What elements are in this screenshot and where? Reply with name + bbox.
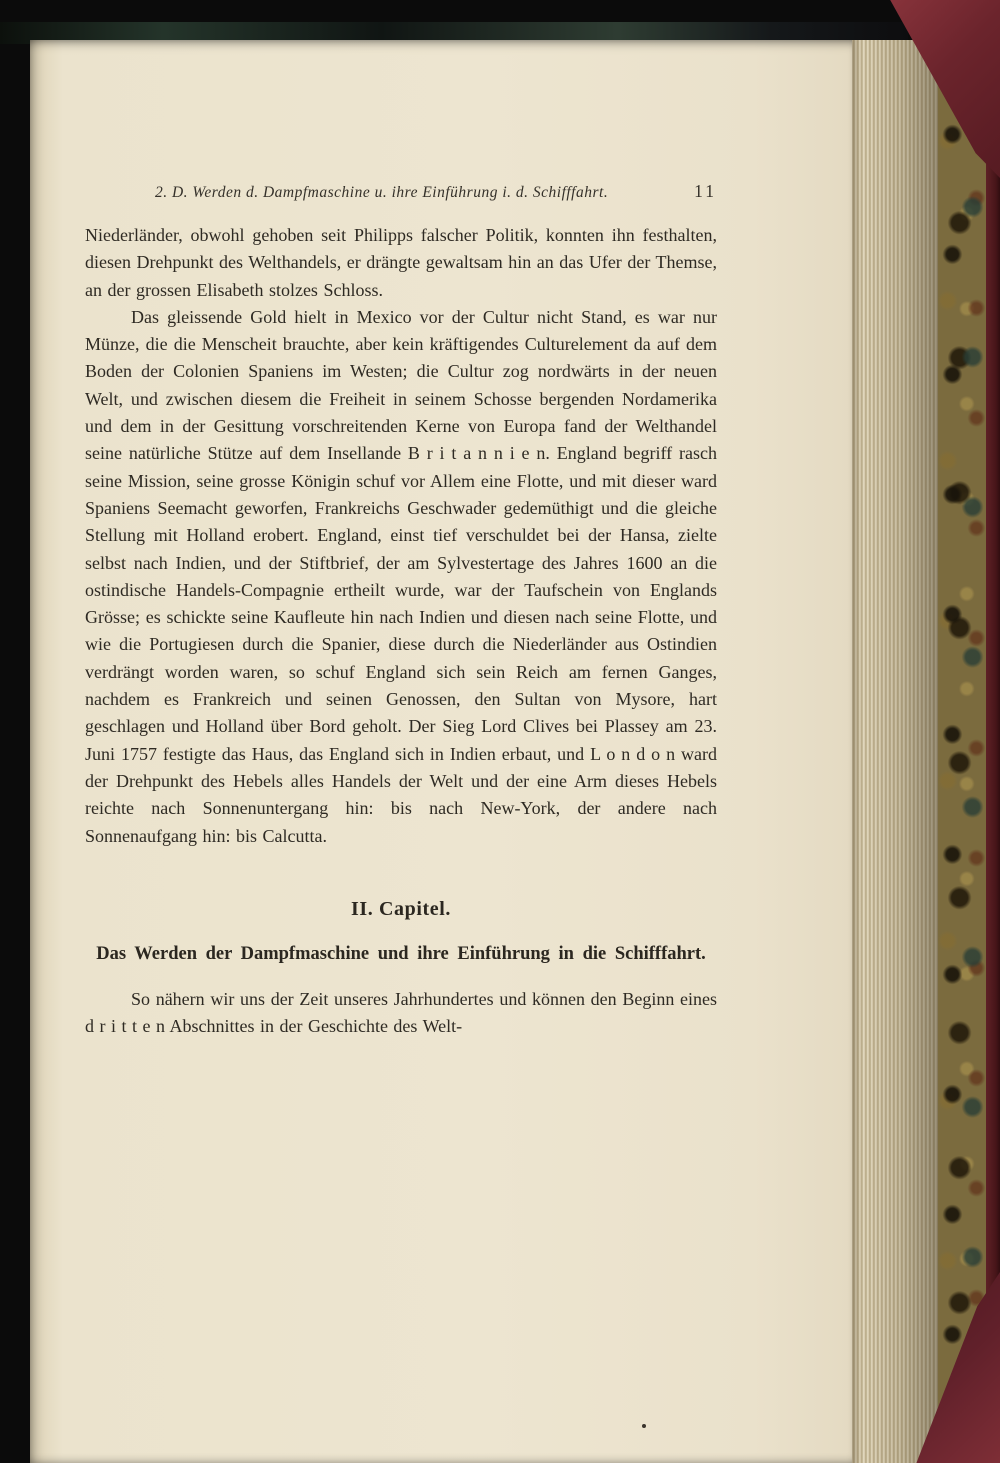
marbled-cover-strip [938,0,986,1463]
leather-spine-edge [986,0,1000,1463]
paragraph-continuation: Niederländer, obwohl gehoben seit Philipps falscher Politik, konnten ihn festhalten, diesen Drehpunkt des Welthandels, er drängte gewaltsam hin an das Ufer der Themse, an der grossen Elisabeth stolzes Schloss. [85,225,717,300]
ink-speck [642,1424,646,1428]
page-number: 11 [694,181,717,201]
running-title: 2. D. Werden d. Dampfmaschine u. ihre Einführung i. d. Schifffahrt. [154,184,609,201]
chapter-number-heading: II. Capitel. [351,897,451,920]
paragraph-closing: So nähern wir uns der Zeit unseres Jahrhundertes und können den Beginn eines d r i t t e n Abschnittes in der Geschichte des Welt- [85,989,717,1037]
running-header [85,181,717,202]
book-page [30,40,852,1463]
chapter-title: Das Werden der Dampfmaschine und ihre Einführung in die Schifffahrt. [96,944,706,965]
page-edges-fore-edge [852,40,938,1463]
page-body-text [85,222,717,1041]
paragraph-main: Das gleissende Gold hielt in Mexico vor der Cultur nicht Stand, es war nur Münze, die die Menscheit brauchte, aber kein kräftigendes Culturelement da auf dem Boden der Colonien Spaniens im Westen; die Cultur zog nordwärts in der neuen Welt, und zwischen diesem die Freiheit in seinem Schosse bergenden Nordamerika und dem in der Gesittung vorschreitenden Kerne von Europa fand der Welthandel seine natürliche Stütze auf dem Insellande B r i t a n n i e n. England begriff rasch seine Mission, seine grosse Königin schuf vor Allem eine Flotte, und mit dieser ward Spaniens Seemacht geworfen, Frankreichs Geschwader gedemüthigt und die gleiche Stellung mit Holland erobert. England, einst tief verschuldet bei der Hansa, zielte selbst nach Indien, und der Stiftbrief, der am Sylvestertage des Jahres 1600 an die ostindische Handels-Compagnie ertheilt wurde, war der Taufschein von Englands Grösse; es schickte seine Kaufleute hin nach Indien und diesen nach seine Flotte, und wie die Portugiesen durch die Spanier, diese durch die Niederländer aus Ostindien verdrängt worden waren, so schuf England sich sein Reich am fernen Ganges, nachdem es Frankreich und seinen Genossen, den Sultan von Mysore, hart geschlagen und Holland über Bord geholt. Der Sieg Lord Clives bei Plassey am 23. Juni 1757 festigte das Haus, das England sich in Indien erbaut, und L o n d o n ward der Drehpunkt des Hebels alles Handels der Welt und der eine Arm dieses Hebels reichte nach Sonnenuntergang hin: bis nach New-York, der andere nach Sonnenaufgang hin: bis Calcutta. [85,306,717,846]
